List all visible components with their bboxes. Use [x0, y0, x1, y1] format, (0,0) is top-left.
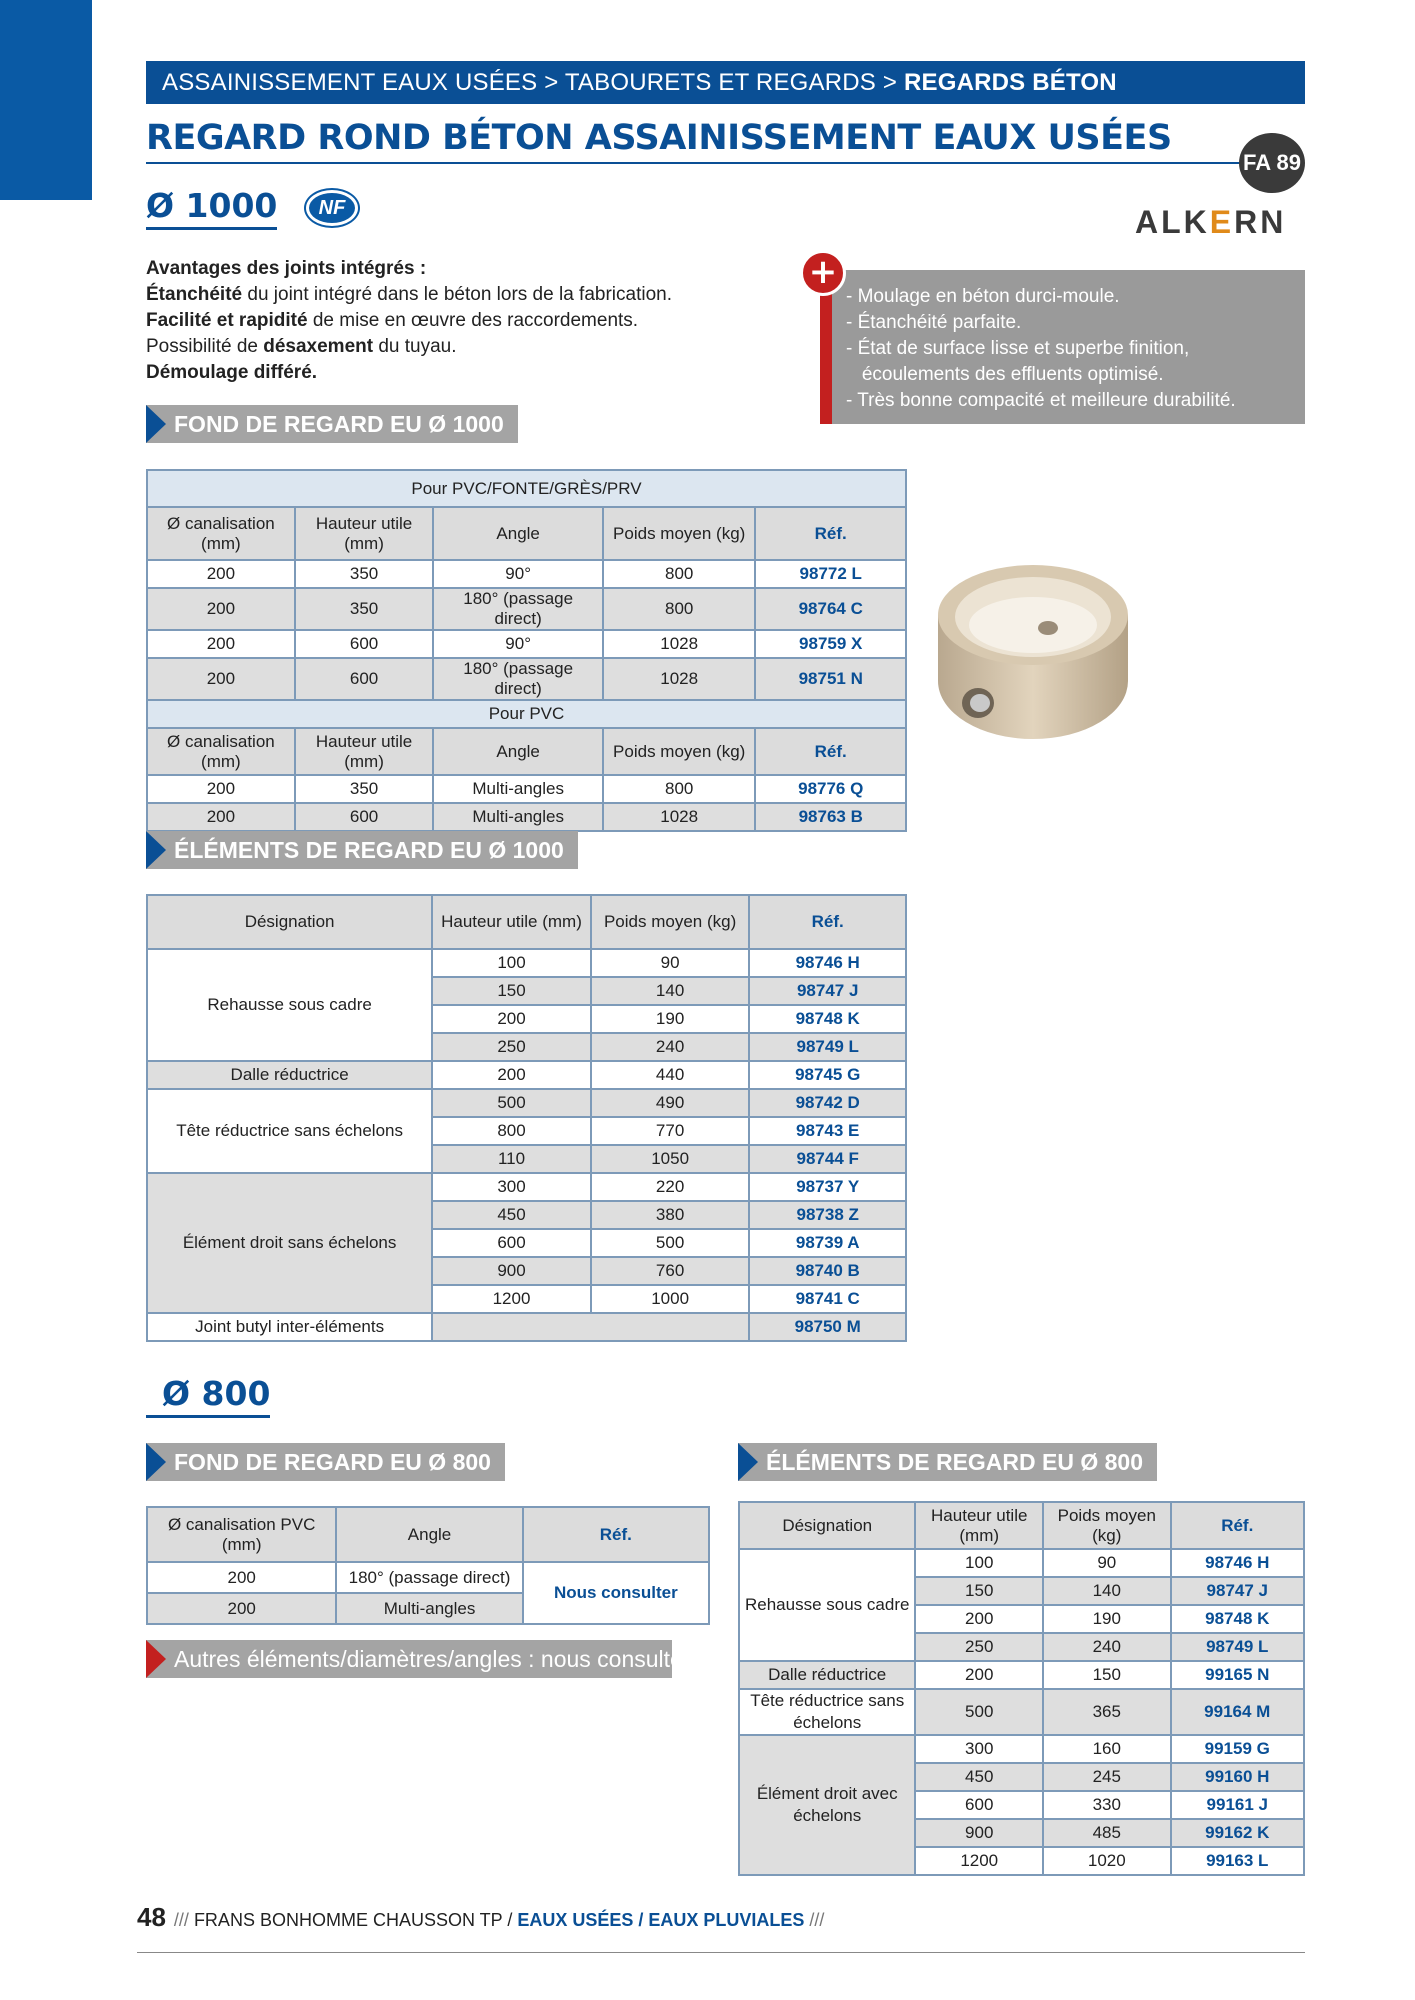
cell: 380	[591, 1201, 750, 1229]
adv-2-bold: Facilité et rapidité	[146, 310, 308, 331]
col-header: Désignation	[739, 1502, 915, 1549]
adv-3: Possibilité de	[146, 336, 264, 357]
table-row	[147, 949, 906, 977]
ref-cell: Nous consulter	[523, 1562, 709, 1624]
ref-cell: 98750 M	[749, 1313, 906, 1341]
cell: 90	[1043, 1549, 1171, 1577]
page-title: REGARD ROND BÉTON ASSAINISSEMENT EAUX USÉES	[146, 118, 1172, 158]
table-row	[147, 1313, 906, 1341]
cell: 250	[432, 1033, 591, 1061]
ref-cell: 98739 A	[749, 1229, 906, 1257]
col-header: Angle	[433, 728, 603, 775]
ref-cell: 98741 C	[749, 1285, 906, 1313]
designation-cell: Joint butyl inter-éléments	[147, 1313, 432, 1341]
cell: 500	[432, 1089, 591, 1117]
cell: Multi-angles	[433, 775, 603, 803]
cell: 900	[432, 1257, 591, 1285]
section-fond-1000: FOND DE REGARD EU Ø 1000	[146, 405, 518, 443]
side-color-tab	[0, 0, 92, 200]
ref-cell: 98747 J	[1171, 1577, 1304, 1605]
ref-cell: 98749 L	[1171, 1633, 1304, 1661]
designation-cell: Dalle réductrice	[739, 1661, 915, 1689]
cell: 500	[915, 1689, 1043, 1735]
cell: 200	[147, 658, 295, 700]
breadcrumb-path: ASSAINISSEMENT EAUX USÉES > TABOURETS ET REGARDS >	[162, 69, 904, 96]
table-row	[147, 1173, 906, 1201]
cell: Multi-angles	[433, 803, 603, 831]
col-header: Poids moyen (kg)	[591, 895, 750, 949]
col-header: Hauteur utile (mm)	[295, 507, 434, 560]
cell: 200	[147, 1562, 336, 1593]
cell: 200	[147, 560, 295, 588]
breadcrumb-current: REGARDS BÉTON	[903, 69, 1117, 96]
other-elements-note: Autres éléments/diamètres/angles : nous consulter.	[146, 1640, 672, 1678]
cell: 90	[591, 949, 750, 977]
col-header-ref: Réf.	[1171, 1502, 1304, 1549]
col-header: Hauteur utile (mm)	[295, 728, 434, 775]
ref-cell: 99161 J	[1171, 1791, 1304, 1819]
col-header-ref: Réf.	[755, 728, 906, 775]
benefit-line: écoulements des effluents optimisé.	[846, 364, 1164, 385]
cell: 200	[147, 1593, 336, 1624]
cell: 800	[432, 1117, 591, 1145]
col-header: Ø canalisation (mm)	[147, 728, 295, 775]
adv-4-bold: Démoulage différé.	[146, 362, 318, 383]
ref-cell: 98744 F	[749, 1145, 906, 1173]
cell: 1028	[603, 658, 756, 700]
cell: 140	[591, 977, 750, 1005]
table-row	[147, 775, 906, 803]
ref-cell: 99163 L	[1171, 1847, 1304, 1875]
breadcrumb	[146, 61, 1305, 104]
cell: 600	[295, 658, 434, 700]
ref-cell: 98772 L	[755, 560, 906, 588]
footer-company: FRANS BONHOMME CHAUSSON TP /	[188, 1910, 518, 1930]
table-row	[147, 1089, 906, 1117]
cell: 1028	[603, 630, 756, 658]
table-row	[147, 560, 906, 588]
cell: 800	[603, 560, 756, 588]
title-rule	[146, 162, 1256, 164]
adv-2: de mise en œuvre des raccordements.	[307, 310, 639, 331]
designation-cell: Élément droit avec échelons	[739, 1735, 915, 1875]
ref-cell: 98745 G	[749, 1061, 906, 1089]
section-elements-1000: ÉLÉMENTS DE REGARD EU Ø 1000	[146, 831, 578, 869]
cell: 200	[915, 1661, 1043, 1689]
benefit-line: - Moulage en béton durci-moule.	[846, 286, 1120, 307]
cell: 350	[295, 775, 434, 803]
cell: 190	[591, 1005, 750, 1033]
cell: 330	[1043, 1791, 1171, 1819]
nf-certification-logo: NF	[306, 190, 358, 226]
col-header: Poids moyen (kg)	[603, 728, 756, 775]
cell: 200	[915, 1605, 1043, 1633]
cell: 180° (passage direct)	[433, 658, 603, 700]
table-row	[147, 630, 906, 658]
elements-1000-table	[146, 894, 907, 1342]
cell: 150	[915, 1577, 1043, 1605]
diameter-800-title	[146, 1374, 270, 1418]
cell: 365	[1043, 1689, 1171, 1735]
col-header: Poids moyen (kg)	[1043, 1502, 1171, 1549]
cell: 200	[147, 775, 295, 803]
cell: 770	[591, 1117, 750, 1145]
adv-3-bold: désaxement	[263, 336, 374, 357]
ref-cell: 98759 X	[755, 630, 906, 658]
cell: 220	[591, 1173, 750, 1201]
adv-3-end: du tuyau.	[373, 336, 457, 357]
brand-pre: ALK	[1135, 204, 1210, 240]
ref-cell: 98776 Q	[755, 775, 906, 803]
ref-cell: 98751 N	[755, 658, 906, 700]
footer-slashes: ///	[804, 1910, 825, 1930]
col-header: Hauteur utile (mm)	[432, 895, 591, 949]
cell: 800	[603, 588, 756, 630]
cell: 200	[432, 1061, 591, 1089]
cell: 600	[295, 803, 434, 831]
ref-cell: 98748 K	[749, 1005, 906, 1033]
ref-cell: 98764 C	[755, 588, 906, 630]
cell: 160	[1043, 1735, 1171, 1763]
cell: 300	[432, 1173, 591, 1201]
cell: 90°	[433, 560, 603, 588]
plus-icon: +	[800, 250, 846, 296]
ref-cell: 98746 H	[1171, 1549, 1304, 1577]
ref-cell: 98738 Z	[749, 1201, 906, 1229]
col-header-ref: Réf.	[755, 507, 906, 560]
cell: 350	[295, 560, 434, 588]
fond-800-table	[146, 1506, 710, 1625]
cell: 490	[591, 1089, 750, 1117]
table-row	[147, 1562, 709, 1593]
designation-cell: Élément droit sans échelons	[147, 1173, 432, 1313]
cell: 450	[915, 1763, 1043, 1791]
adv-1: du joint intégré dans le béton lors de la fabrication.	[242, 284, 672, 305]
col-header: Angle	[433, 507, 603, 560]
cell: 1000	[591, 1285, 750, 1313]
ref-cell: 98746 H	[749, 949, 906, 977]
designation-cell: Dalle réductrice	[147, 1061, 432, 1089]
cell: 440	[591, 1061, 750, 1089]
page-footer	[137, 1902, 824, 1933]
cell: 1020	[1043, 1847, 1171, 1875]
cell: 240	[591, 1033, 750, 1061]
benefit-line: - Étanchéité parfaite.	[846, 312, 1022, 333]
cell: 150	[432, 977, 591, 1005]
advantages-text	[146, 256, 672, 386]
footer-slashes: ///	[173, 1910, 189, 1930]
cell: 1050	[591, 1145, 750, 1173]
cell: 600	[915, 1791, 1043, 1819]
cell: 250	[915, 1633, 1043, 1661]
cell: 350	[295, 588, 434, 630]
cell: 180° (passage direct)	[336, 1562, 522, 1593]
ref-cell: 98742 D	[749, 1089, 906, 1117]
col-header-ref: Réf.	[523, 1507, 709, 1562]
ref-cell: 98747 J	[749, 977, 906, 1005]
cell: 300	[915, 1735, 1043, 1763]
cell: 900	[915, 1819, 1043, 1847]
ref-cell: 98748 K	[1171, 1605, 1304, 1633]
table-row	[739, 1661, 1304, 1689]
cell: 1200	[432, 1285, 591, 1313]
diameter-800-label: Ø 800	[162, 1374, 271, 1413]
fa-badge: FA 89	[1239, 133, 1305, 193]
ref-cell: 99164 M	[1171, 1689, 1304, 1735]
col-header: Ø canalisation PVC (mm)	[147, 1507, 336, 1562]
designation-cell: Rehausse sous cadre	[739, 1549, 915, 1661]
ref-cell: 98737 Y	[749, 1173, 906, 1201]
empty-cell	[432, 1313, 749, 1341]
col-header: Ø canalisation (mm)	[147, 507, 295, 560]
elements-800-table	[738, 1501, 1305, 1876]
brand-accent: E	[1209, 204, 1235, 240]
ref-cell: 99159 G	[1171, 1735, 1304, 1763]
footer-category: EAUX USÉES / EAUX PLUVIALES	[517, 1910, 805, 1930]
advantages-heading: Avantages des joints intégrés :	[146, 258, 427, 279]
table-row	[147, 658, 906, 700]
cell: 245	[1043, 1763, 1171, 1791]
product-photo-regard	[928, 553, 1138, 745]
cell: Multi-angles	[336, 1593, 522, 1624]
diameter-1000-title: Ø 1000	[146, 186, 277, 230]
cell: 180° (passage direct)	[433, 588, 603, 630]
cell: 450	[432, 1201, 591, 1229]
page-number: 48	[137, 1902, 166, 1932]
cell: 600	[295, 630, 434, 658]
cell: 90°	[433, 630, 603, 658]
table-row	[739, 1549, 1304, 1577]
cell: 500	[591, 1229, 750, 1257]
cell: 1200	[915, 1847, 1043, 1875]
ref-cell: 98749 L	[749, 1033, 906, 1061]
designation-cell: Tête réductrice sans échelons	[147, 1089, 432, 1173]
brand-post: RN	[1234, 204, 1287, 240]
ref-cell: 98743 E	[749, 1117, 906, 1145]
ref-cell: 98740 B	[749, 1257, 906, 1285]
cell: 760	[591, 1257, 750, 1285]
section-fond-800: FOND DE REGARD EU Ø 800	[146, 1443, 505, 1481]
fond-1000-table	[146, 469, 907, 832]
cell: 800	[603, 775, 756, 803]
cell: 485	[1043, 1819, 1171, 1847]
col-header: Poids moyen (kg)	[603, 507, 756, 560]
col-header: Hauteur utile (mm)	[915, 1502, 1043, 1549]
product-benefits-box	[820, 270, 1305, 424]
designation-cell: Tête réductrice sans échelons	[739, 1689, 915, 1735]
cell: 1028	[603, 803, 756, 831]
table-row	[147, 803, 906, 831]
cell: 190	[1043, 1605, 1171, 1633]
cell: 140	[1043, 1577, 1171, 1605]
col-header: Angle	[336, 1507, 522, 1562]
table-row	[147, 1061, 906, 1089]
table-row	[739, 1689, 1304, 1735]
alkern-logo	[1135, 204, 1305, 244]
footer-rule	[137, 1952, 1305, 1953]
col-header-ref: Réf.	[749, 895, 906, 949]
benefit-line: - État de surface lisse et superbe finition,	[846, 338, 1190, 359]
table-caption: Pour PVC	[147, 700, 906, 728]
table-caption: Pour PVC/FONTE/GRÈS/PRV	[147, 470, 906, 507]
cell: 200	[147, 630, 295, 658]
table-row	[147, 588, 906, 630]
table-row	[739, 1735, 1304, 1763]
cell: 240	[1043, 1633, 1171, 1661]
ref-cell: 98763 B	[755, 803, 906, 831]
cell: 200	[147, 803, 295, 831]
designation-cell: Rehausse sous cadre	[147, 949, 432, 1061]
col-header: Désignation	[147, 895, 432, 949]
cell: 110	[432, 1145, 591, 1173]
section-elements-800: ÉLÉMENTS DE REGARD EU Ø 800	[738, 1443, 1157, 1481]
cell: 200	[432, 1005, 591, 1033]
cell: 600	[432, 1229, 591, 1257]
benefit-line: - Très bonne compacité et meilleure durabilité.	[846, 390, 1236, 411]
cell: 200	[147, 588, 295, 630]
cell: 150	[1043, 1661, 1171, 1689]
ref-cell: 99165 N	[1171, 1661, 1304, 1689]
cell: 100	[432, 949, 591, 977]
ref-cell: 99160 H	[1171, 1763, 1304, 1791]
adv-1-bold: Étanchéité	[146, 284, 243, 305]
cell: 100	[915, 1549, 1043, 1577]
ref-cell: 99162 K	[1171, 1819, 1304, 1847]
